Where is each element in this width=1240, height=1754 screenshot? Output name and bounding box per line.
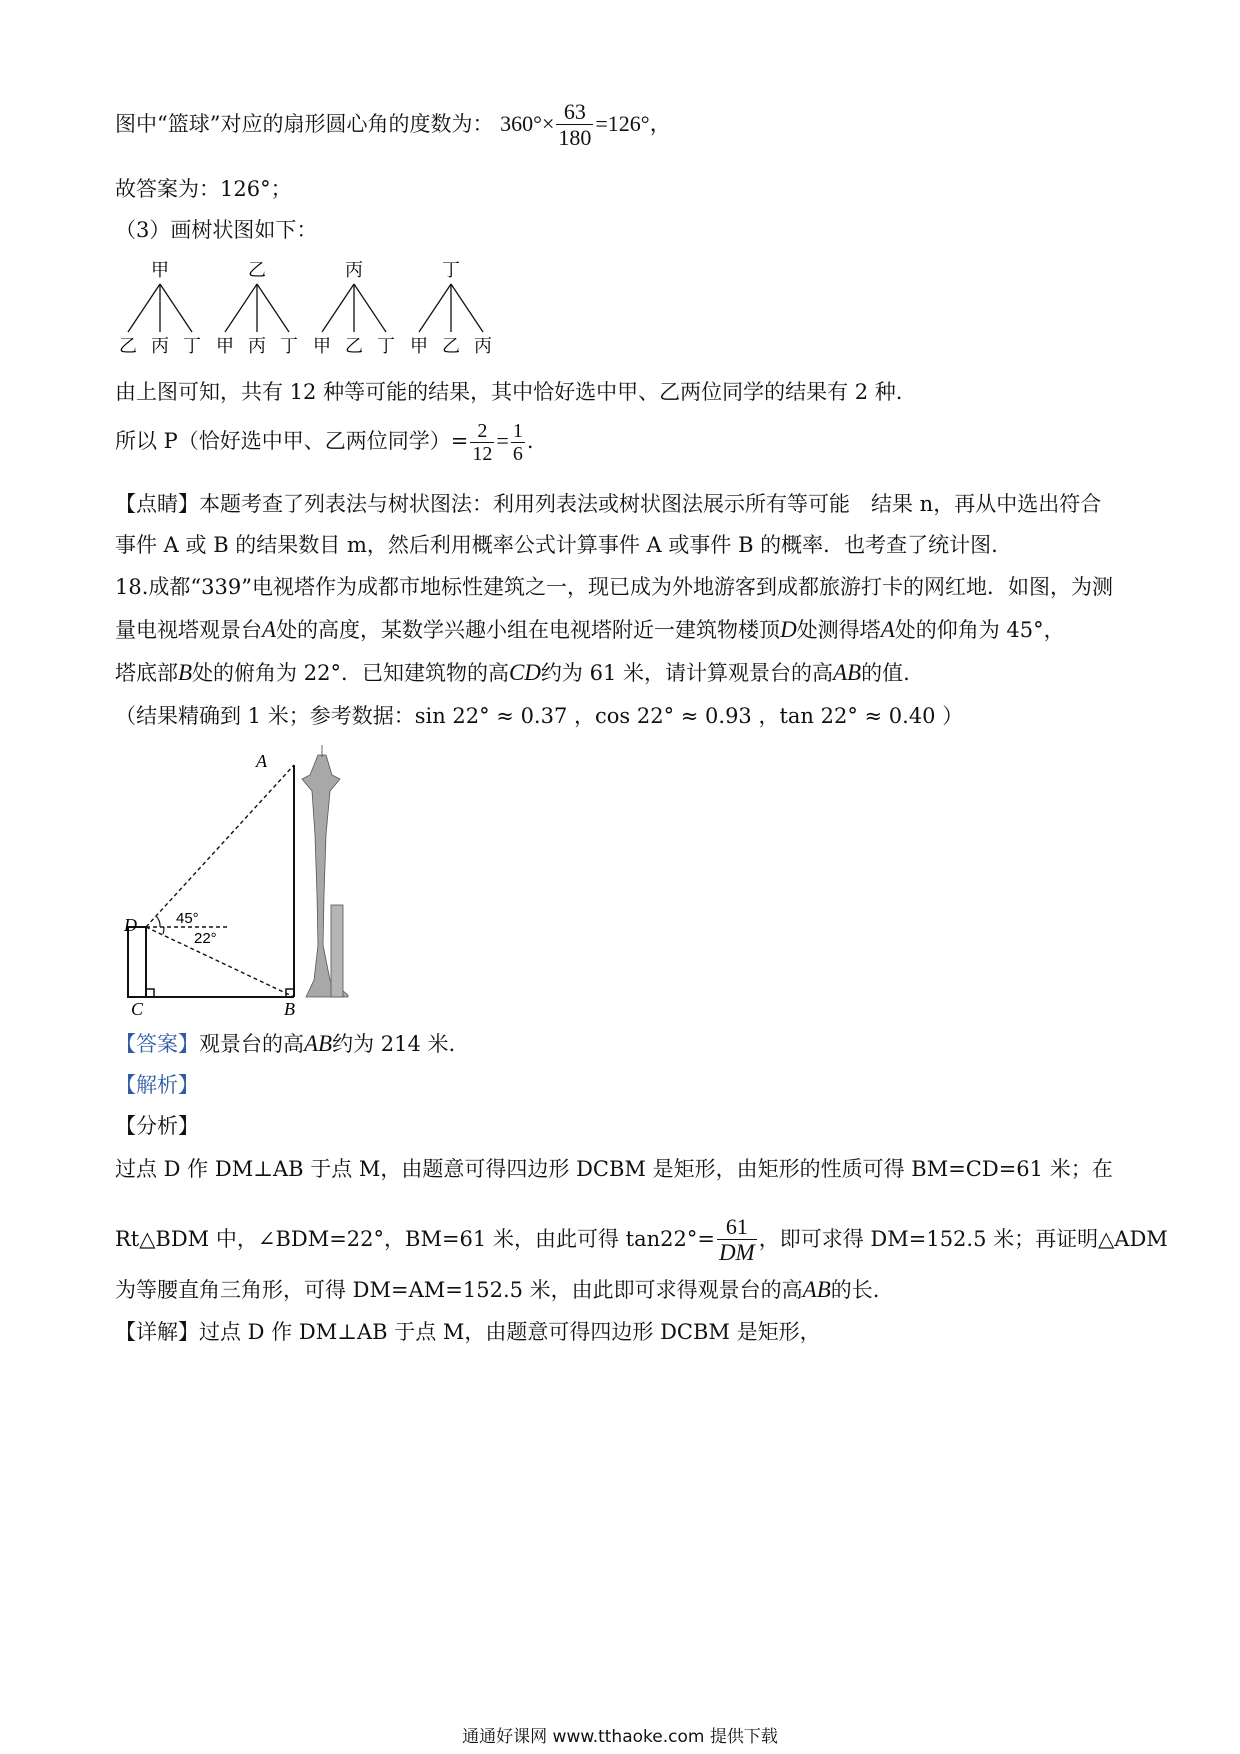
line-detail bbox=[115, 1318, 821, 1346]
denominator: DM bbox=[718, 1240, 755, 1265]
denominator: 12 bbox=[472, 443, 493, 465]
text: Rt△BDM 中，∠BDM=22°，BM=61 米，由此可得 tan22°= bbox=[115, 1227, 715, 1251]
math-360: 360°× bbox=[500, 111, 555, 136]
tree-leaf: 丁 bbox=[377, 336, 395, 357]
text: 过点 D 作 DM⊥AB 于点 M，由题意可得四边形 DCBM 是矩形， bbox=[199, 1320, 821, 1344]
line-tree-intro: （3）画树状图如下： bbox=[115, 218, 318, 242]
var-ab: AB bbox=[802, 1277, 831, 1302]
comment-text: 本题考查了列表法与树状图法：利用列表法或树状图法展示所有等可能 结果 n，再从中选出符合 bbox=[199, 492, 1102, 516]
line-fenxi: 【分析】 bbox=[115, 1114, 199, 1138]
tree-leaf: 丁 bbox=[280, 336, 298, 357]
tree-branch bbox=[322, 284, 354, 332]
tree-leaf: 丁 bbox=[183, 336, 201, 357]
tree-leaf: 乙 bbox=[345, 336, 363, 357]
period: . bbox=[526, 429, 534, 453]
tree-leaf: 甲 bbox=[410, 336, 428, 357]
tree-diagram bbox=[115, 258, 515, 358]
numerator: 61 bbox=[725, 1214, 748, 1239]
label-angle-45: 45° bbox=[176, 910, 199, 927]
text: 约为 61 米，请计算观景台的高 bbox=[540, 661, 833, 685]
tree-leaf: 甲 bbox=[313, 336, 331, 357]
var-cd: CD bbox=[508, 660, 541, 685]
line-db bbox=[146, 927, 294, 997]
label-d: D bbox=[124, 915, 137, 935]
detail-tag: 【详解】 bbox=[115, 1320, 199, 1344]
text-sector-angle: 图中“篮球”对应的扇形圆心角的度数为： bbox=[115, 112, 494, 136]
label-c: C bbox=[131, 999, 144, 1015]
denominator: 6 bbox=[512, 443, 523, 465]
tower-figure bbox=[118, 745, 358, 1015]
text: 处测得塔 bbox=[796, 618, 881, 642]
numerator: 1 bbox=[512, 420, 523, 442]
text: ，即可求得 DM=152.5 米；再证明△ADM bbox=[758, 1227, 1168, 1251]
tree-root: 甲 bbox=[151, 260, 169, 281]
tree-root: 丁 bbox=[442, 260, 460, 281]
tree-branches bbox=[119, 260, 492, 357]
text: 处的高度，某数学兴趣小组在电视塔附近一建筑物楼顶 bbox=[276, 618, 781, 642]
text: 塔底部 bbox=[115, 661, 178, 685]
var-d: D bbox=[780, 617, 797, 642]
line-comment-1 bbox=[115, 490, 1101, 518]
fraction-2-12 bbox=[470, 420, 494, 465]
tree-branch bbox=[160, 284, 192, 332]
var-a: A bbox=[262, 617, 277, 642]
text: 处的仰角为 45°， bbox=[894, 618, 1065, 642]
tree-leaf: 甲 bbox=[216, 336, 234, 357]
fraction-61-dm bbox=[717, 1215, 757, 1266]
line-question-18-b bbox=[115, 616, 1065, 644]
line-solution-3 bbox=[115, 1276, 879, 1304]
fraction-63-180 bbox=[556, 100, 593, 151]
tree-root: 乙 bbox=[248, 260, 266, 281]
line-answer-126: 故答案为：126°； bbox=[115, 177, 292, 201]
label-angle-22: 22° bbox=[194, 930, 217, 947]
line-probability bbox=[115, 420, 534, 465]
tower-illustration bbox=[302, 745, 348, 997]
line-question-18: 18.成都“339”电视塔作为成都市地标性建筑之一，现已成为外地游客到成都旅游打卡的网红地．如图，为测 bbox=[115, 575, 1113, 599]
numerator: 2 bbox=[477, 420, 488, 442]
tree-branch bbox=[451, 284, 483, 332]
tree-leaf: 乙 bbox=[119, 336, 137, 357]
label-a: A bbox=[256, 751, 267, 771]
building-cd bbox=[128, 927, 146, 997]
math-result: =126°， bbox=[595, 111, 672, 136]
tree-root: 丙 bbox=[345, 260, 363, 281]
equals-sign: = bbox=[496, 428, 509, 453]
var-a: A bbox=[880, 617, 895, 642]
line-reference-data: （结果精确到 1 米；参考数据：sin 22° ≈ 0.37 ，cos 22° ≈ 0.93 ，tan 22° ≈ 0.40 ） bbox=[115, 704, 964, 728]
text: 量电视塔观景台 bbox=[115, 618, 262, 642]
page-footer: 通通好课网 www.tthaoke.com 提供下载 bbox=[462, 1727, 778, 1747]
answer-tag: 【答案】 bbox=[115, 1032, 199, 1056]
tree-branch bbox=[128, 284, 160, 332]
fraction-1-6 bbox=[511, 420, 525, 465]
line-analysis-tag: 【解析】 bbox=[115, 1073, 199, 1097]
line-solution-2 bbox=[115, 1215, 1168, 1266]
right-angle-c bbox=[146, 989, 154, 997]
line-twelve-outcomes: 由上图可知，共有 12 种等可能的结果，其中恰好选中甲、乙两位同学的结果有 2 种. bbox=[115, 380, 903, 404]
text: 约为 214 米. bbox=[332, 1032, 456, 1056]
line-comment-2: 事件 A 或 B 的结果数目 m，然后利用概率公式计算事件 A 或事件 B 的概率．也考查了统计图. bbox=[115, 533, 998, 557]
text: 观景台的高 bbox=[199, 1032, 304, 1056]
tree-leaf: 乙 bbox=[442, 336, 460, 357]
comment-tag: 【点睛】 bbox=[115, 492, 199, 516]
var-ab: AB bbox=[304, 1031, 333, 1056]
text: 的值. bbox=[861, 661, 910, 685]
line-question-18-c bbox=[115, 659, 910, 687]
line-sector-angle bbox=[115, 100, 672, 151]
line-solution-1: 过点 D 作 DM⊥AB 于点 M，由题意可得四边形 DCBM 是矩形，由矩形的性质可得 BM=CD=61 米；在 bbox=[115, 1157, 1113, 1181]
label-b: B bbox=[284, 999, 295, 1015]
tree-leaf: 丙 bbox=[474, 336, 492, 357]
arc-22 bbox=[163, 927, 164, 934]
tree-branch bbox=[419, 284, 451, 332]
numerator: 63 bbox=[563, 99, 586, 124]
text: 的长. bbox=[830, 1278, 880, 1302]
tree-branch bbox=[354, 284, 386, 332]
line-da bbox=[146, 765, 294, 927]
tree-branch bbox=[225, 284, 257, 332]
var-ab: AB bbox=[833, 660, 862, 685]
line-answer bbox=[115, 1030, 455, 1058]
denominator: 180 bbox=[558, 125, 592, 150]
text-probability: 所以 P（恰好选中甲、乙两位同学）= bbox=[115, 429, 469, 453]
tree-branch bbox=[257, 284, 289, 332]
tree-leaf: 丙 bbox=[248, 336, 266, 357]
text: 处的俯角为 22°．已知建筑物的高 bbox=[192, 661, 509, 685]
var-b: B bbox=[178, 660, 193, 685]
arc-45 bbox=[156, 916, 160, 927]
text: 为等腰直角三角形，可得 DM=AM=152.5 米，由此即可求得观景台的高 bbox=[115, 1278, 803, 1302]
tree-leaf: 丙 bbox=[151, 336, 169, 357]
